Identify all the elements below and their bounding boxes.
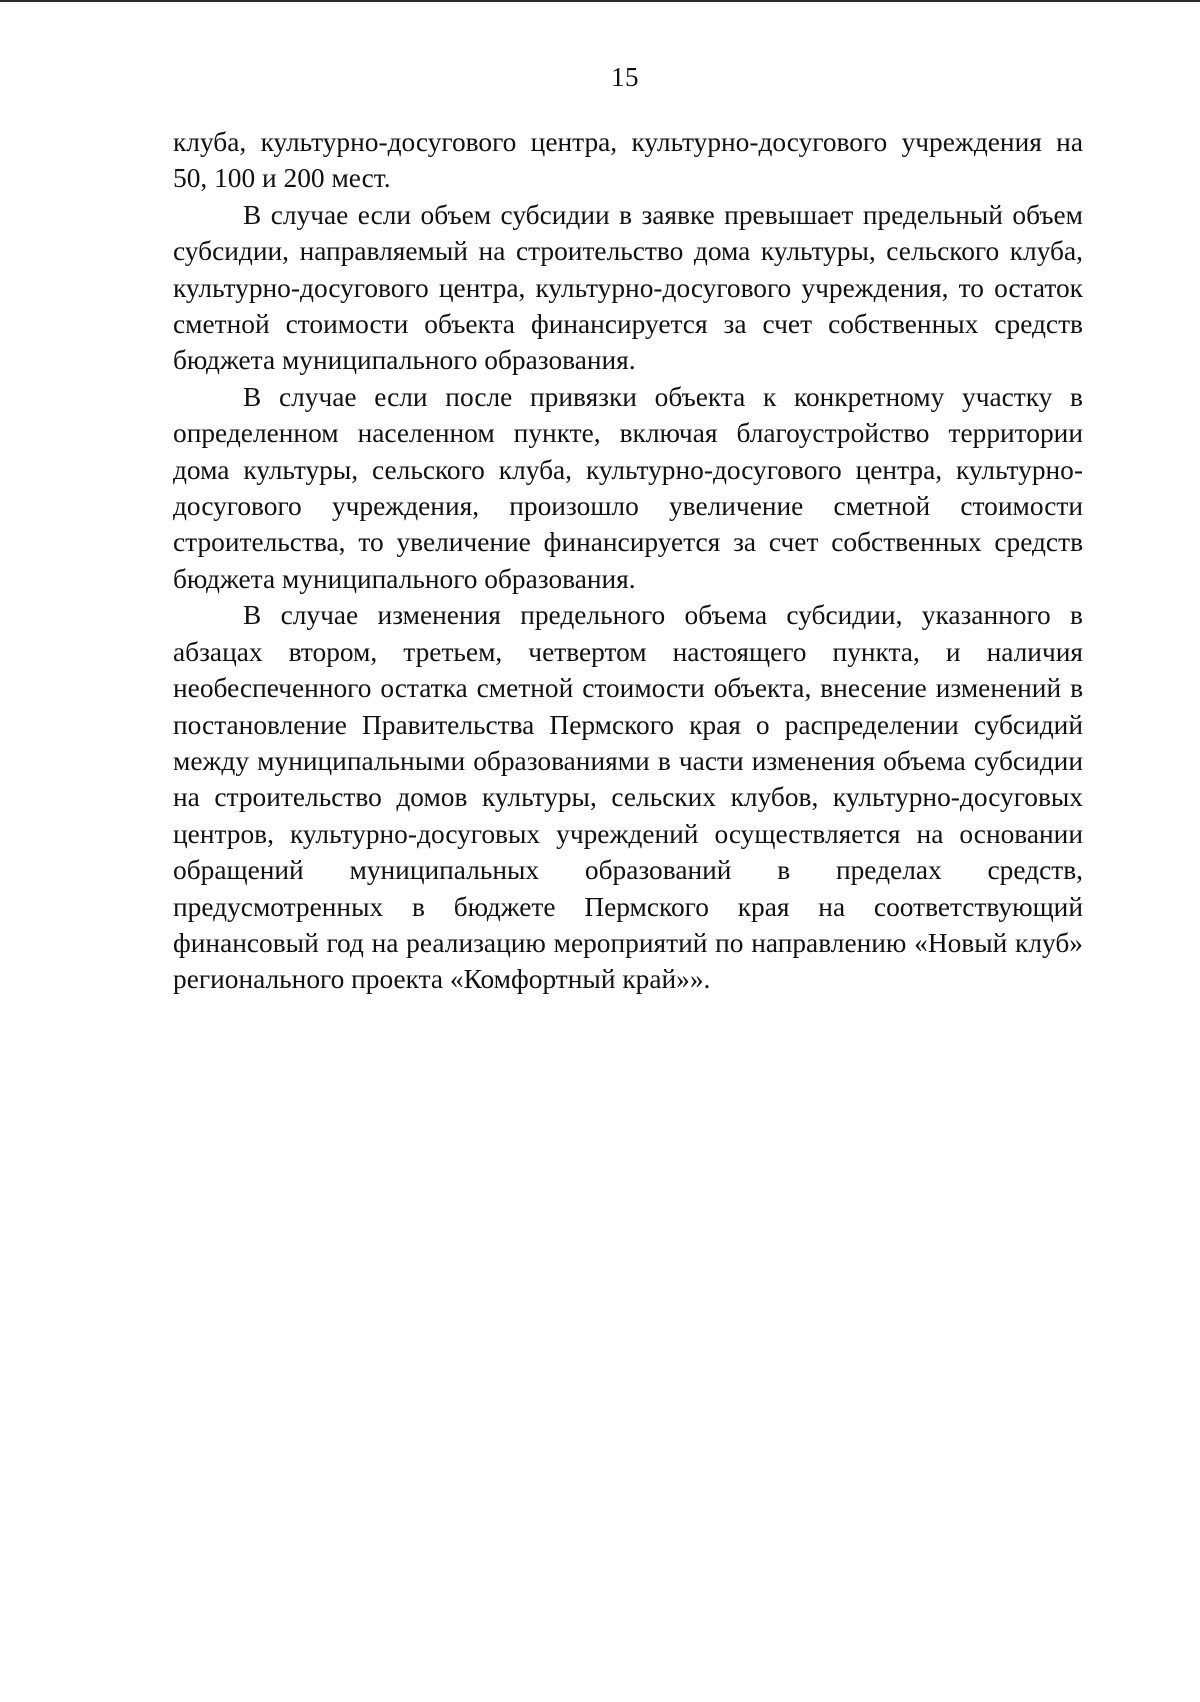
document-body — [173, 124, 1083, 998]
paragraph-subsidy-exceeds: В случае если объем субсидии в заявке превышает предельный объем субсидии, направляемый на строительство дома культуры, сельского клуба, культурно-досугового центра, культурно-досугового учреждения, то остаток сметной стоимости объекта финансируется за счет собственных средств бюджета муниципального образования. — [173, 199, 1083, 376]
paragraph-subsidy-change: В случае изменения предельного объема субсидии, указанного в абзацах втором, третьем, четвертом настоящего пункта, и наличия необеспеченного остатка сметной стоимости объекта, внесение изменений в постановление Правительства Пермского края о распределении субсидий между муниципальными образованиями в части изменения объема субсидии на строительство домов культуры, сельских клубов, культурно-досуговых центров, культурно-досуговых учреждений осуществляется на основании обращений муниципальных образований в пределах средств, предусмотренных в бюджете Пермского края на соответствующий финансовый год на реализацию мероприятий по направлению «Новый клуб» регионального проекта «Комфортный край»». — [173, 600, 1083, 995]
scan-edge — [0, 0, 1200, 2]
paragraph-cost-increase: В случае если после привязки объекта к конкретному участку в определенном населенном пункте, включая благоустройство территории дома культуры, сельского клуба, культурно-досугового центра, культурно-досугового учреждения, произошло увеличение сметной стоимости строительства, то увеличение финансируется за счет собственных средств бюджета муниципального образования. — [173, 381, 1083, 594]
page-number: 15 — [611, 62, 639, 92]
paragraph-continuation: клуба, культурно-досугового центра, культурно-досугового учреждения на 50, 100 и 200 мест. — [173, 127, 1083, 194]
